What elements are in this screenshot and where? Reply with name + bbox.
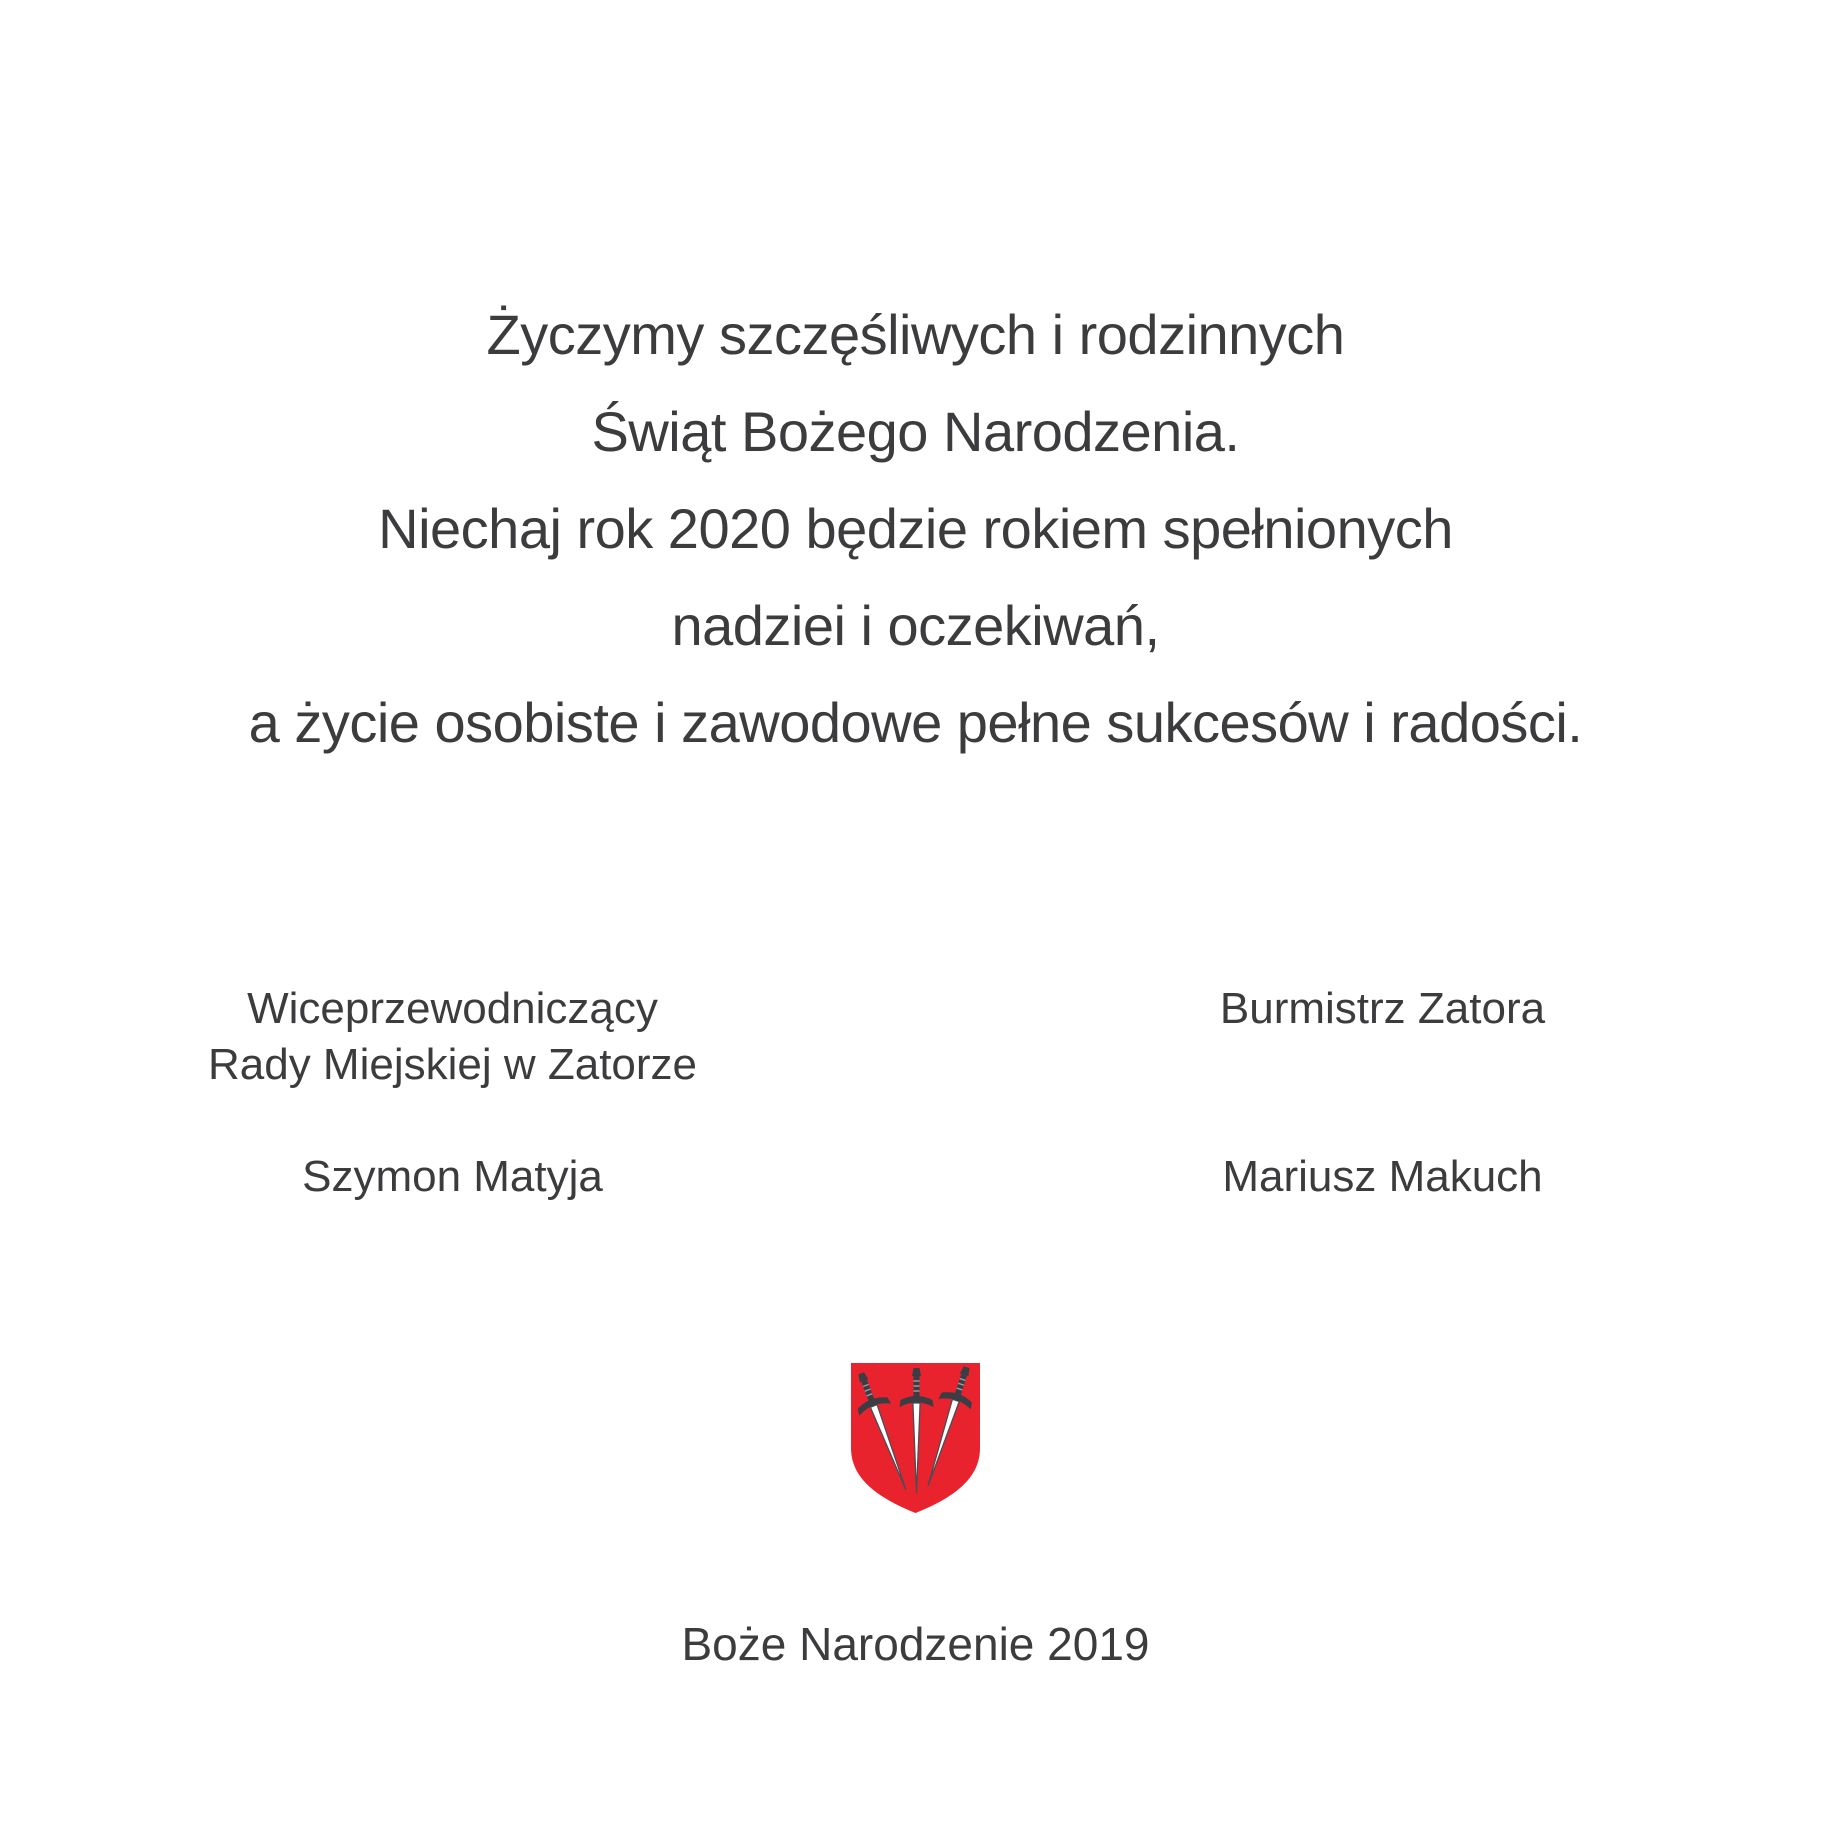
coat-of-arms-svg	[848, 1360, 983, 1517]
signature-mayor-name: Mariusz Makuch	[1222, 1152, 1543, 1201]
signature-vice-chairman-title-line-1: Wiceprzewodniczący	[247, 984, 658, 1033]
signature-mayor	[1090, 981, 1675, 1205]
greeting-text-block	[0, 286, 1831, 771]
signature-vice-chairman-title	[160, 981, 745, 1093]
greeting-line-2: Świąt Bożego Narodzenia.	[591, 400, 1240, 463]
greeting-line-3: Niechaj rok 2020 będzie rokiem spełnionych	[378, 497, 1453, 560]
signature-vice-chairman-title-line-2: Rady Miejskiej w Zatorze	[207, 1040, 698, 1089]
footer-occasion-label: Boże Narodzenie 2019	[681, 1618, 1150, 1670]
greeting-line-4: nadziei i oczekiwań,	[671, 594, 1160, 657]
signature-mayor-title	[1090, 981, 1675, 1093]
greeting-line-5: a życie osobiste i zawodowe pełne sukcesów i radości.	[248, 691, 1583, 754]
signature-mayor-title-line-1: Burmistrz Zatora	[1219, 984, 1546, 1033]
signature-vice-chairman	[160, 981, 745, 1205]
signature-vice-chairman-name: Szymon Matyja	[302, 1152, 603, 1201]
zator-coat-of-arms-icon	[848, 1360, 983, 1517]
greeting-line-1: Życzymy szczęśliwych i rodzinnych	[486, 303, 1345, 366]
